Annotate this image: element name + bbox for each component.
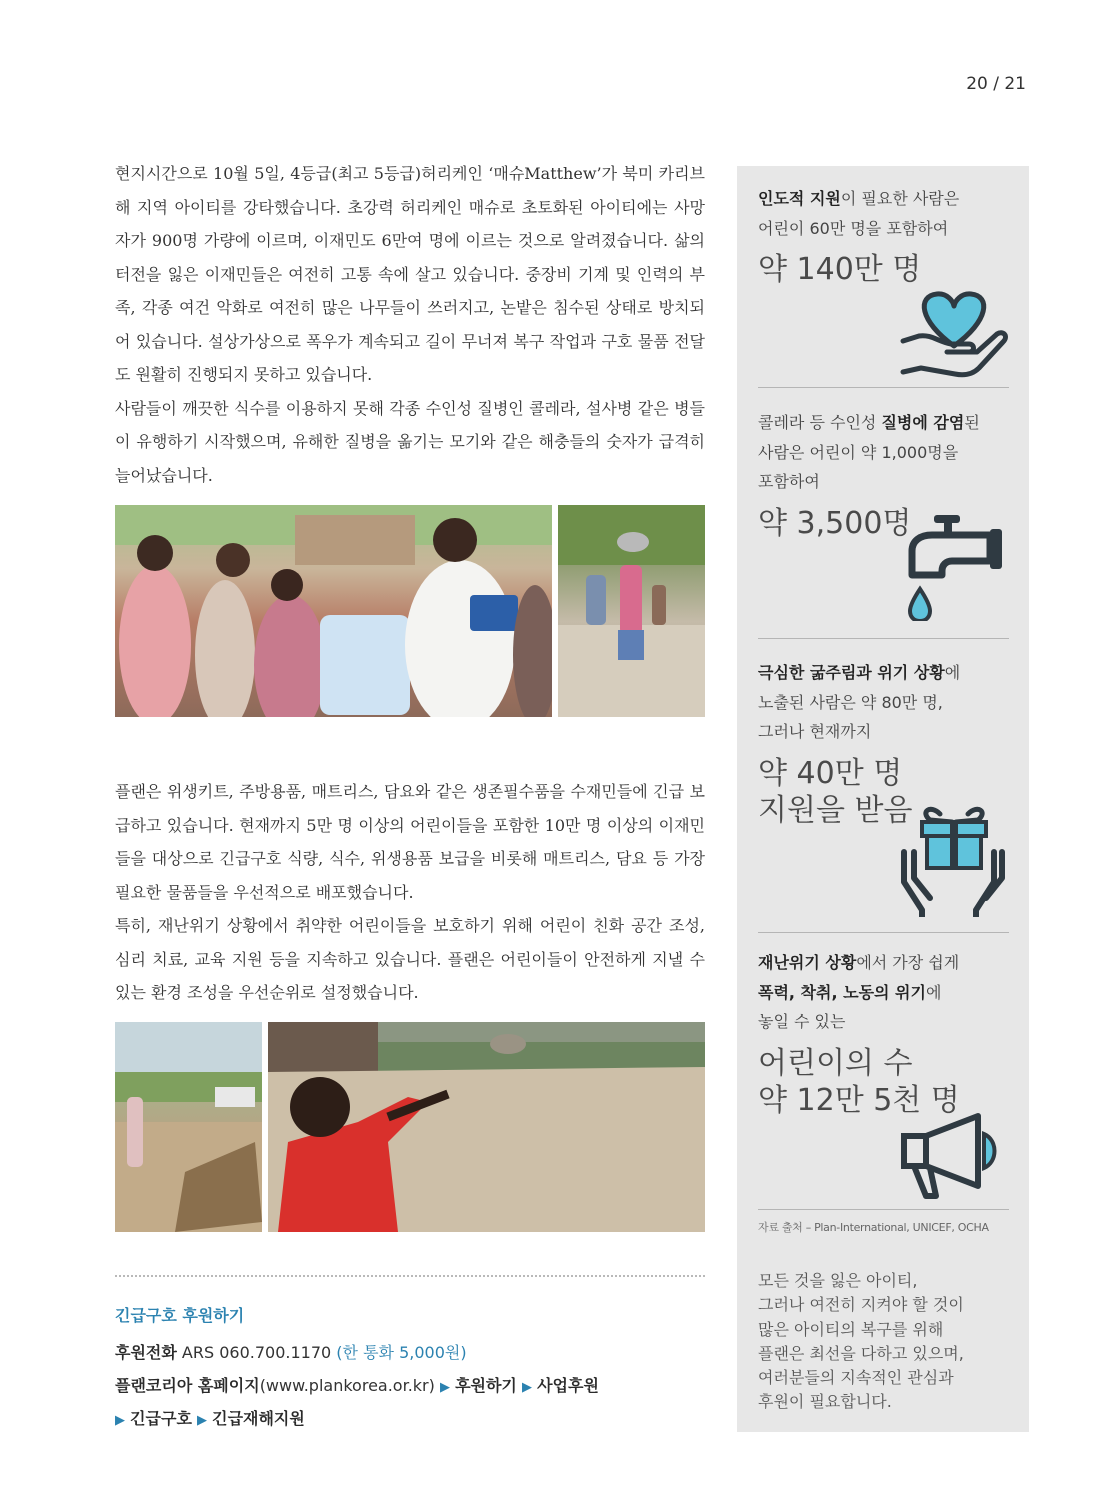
article-paragraph: 현지시간으로 10월 5일, 4등급(최고 5등급)허리케인 ‘매슈Matthew’가 북미 카리브해 지역 아이티를 강타했습니다. 초강력 허리케인 매슈로 초토화된 아이티에는 사망자가 900명 가량에 이르며, 이재민도 6만여 명에 이르는 것으로 알려졌습니다. 삶의 터전을 잃은 이재민들은 여전히 고통 속에 살고 있습니다. 중장비 기계 및 인력의 부족, 각종 여건 악화로 여전히 많은 나무들이 쓰러지고, 논밭은 침수된 상태로 방치되어 있습니다. 설상가상으로 폭우가 계속되고 길이 무너져 복구 작업과 구호 물품 전달도 원활히 진행되지 못하고 있습니다.	[115, 164, 705, 384]
stat-figure: 약 40만 명	[758, 755, 903, 791]
phone-label: 후원전화	[115, 1343, 177, 1362]
arrow-right-icon: ▶	[439, 1380, 450, 1395]
stat-keyword: 폭력, 착취, 노동의 위기	[758, 982, 926, 1002]
megaphone-icon	[900, 1112, 1005, 1204]
stat-figure: 약 3,500명	[758, 505, 912, 541]
stat-divider	[758, 932, 1009, 933]
homepage-label: 플랜코리아 홈페이지	[115, 1376, 260, 1395]
homepage-url[interactable]: (www.plankorea.or.kr)	[259, 1376, 435, 1395]
gift-in-hands-icon	[900, 802, 1008, 921]
statistics-sidebar	[737, 166, 1029, 1432]
stat-figure: 약 140만 명	[758, 252, 922, 287]
donation-info	[115, 1302, 715, 1435]
article-text-top	[115, 157, 705, 492]
stat-humanitarian-aid: 인도적 지원이 필요한 사람은 어린이 60만 명을 포함하여 약 140만 명	[758, 184, 1010, 288]
phone-note: (한 통화 5,000원)	[336, 1343, 467, 1362]
data-source: 자료 출처 – Plan-International, UNICEF, OCHA	[758, 1221, 989, 1234]
article-text-bottom	[115, 775, 705, 1010]
path-donate: 후원하기	[455, 1376, 517, 1395]
stat-figure-caption: 어린이의 수	[758, 1045, 913, 1081]
stat-figure: 약 12만 5천 명	[758, 1082, 960, 1118]
photo-aid-distribution	[115, 505, 552, 717]
stat-divider	[758, 1209, 1009, 1210]
water-tap-icon	[902, 511, 1007, 625]
heart-in-hand-icon	[899, 286, 1009, 385]
arrow-right-icon: ▶	[197, 1413, 208, 1428]
photo-boy-pointing	[268, 1022, 705, 1232]
page-number: 20 / 21	[966, 74, 1026, 94]
path-project-support: 사업후원	[537, 1376, 599, 1395]
donation-phone-line	[115, 1336, 715, 1369]
closing-message: 모든 것을 잃은 아이티, 그러나 여전히 지켜야 할 것이 많은 아이티의 복구를 위해 플랜은 최선을 다하고 있으며, 여러분들의 지속적인 관심과 후원이 필요합니다.	[758, 1271, 964, 1412]
section-divider	[115, 1275, 705, 1277]
article-paragraph: 플랜은 위생키트, 주방용품, 매트리스, 담요와 같은 생존필수품을 수재민들에 긴급 보급하고 있습니다. 현재까지 5만 명 이상의 어린이들을 포함한 10만 명 이상의 이재민들을 대상으로 긴급구호 식량, 식수, 위생용품 보급을 비롯해 매트리스, 담요 등 가장 필요한 물품들을 우선적으로 배포했습니다.	[115, 782, 705, 902]
stat-keyword: 극심한 굶주림과 위기 상황	[758, 663, 945, 682]
arrow-right-icon: ▶	[115, 1413, 125, 1428]
stat-child-vulnerability: 재난위기 상황에서 가장 쉽게 폭력, 착취, 노동의 위기에 놓일 수 있는 어린이의 수 약 12만 5천 명	[758, 948, 1010, 1119]
stat-keyword: 재난위기 상황	[758, 953, 857, 972]
photo-flood-debris	[115, 1022, 262, 1232]
article-paragraph: 특히, 재난위기 상황에서 취약한 어린이들을 보호하기 위해 어린이 친화 공간 조성, 심리 치료, 교육 지원 등을 지속하고 있습니다. 플랜은 어린이들이 안전하게 지낼 수 있는 환경 조성을 우선순위로 설정했습니다.	[115, 916, 705, 1002]
stat-divider	[758, 638, 1009, 639]
photo-river-crossing	[558, 505, 705, 717]
donation-homepage-line	[115, 1369, 715, 1402]
stat-disease-infection: 콜레라 등 수인성 질병에 감염된 사람은 어린이 약 1,000명을 포함하여 약 3,500명	[758, 408, 1010, 542]
stat-figure-caption: 지원을 받음	[758, 792, 913, 828]
stat-divider	[758, 387, 1009, 388]
donation-title: 긴급구호 후원하기	[115, 1306, 245, 1325]
stat-keyword: 질병에 감염	[881, 413, 965, 432]
path-emergency-relief: 긴급구호	[130, 1409, 192, 1428]
donation-path-line	[115, 1402, 715, 1435]
article-paragraph: 사람들이 깨끗한 식수를 이용하지 못해 각종 수인성 질병인 콜레라, 설사병 같은 병들이 유행하기 시작했으며, 유해한 질병을 옮기는 모기와 같은 해충들의 숫자가 급격히 늘어났습니다.	[115, 398, 705, 485]
phone-number[interactable]: ARS 060.700.1170	[176, 1343, 337, 1362]
stat-keyword: 인도적 지원	[758, 189, 841, 208]
arrow-right-icon: ▶	[521, 1380, 532, 1395]
path-disaster-support: 긴급재해지원	[212, 1409, 305, 1428]
stat-hunger-crisis: 극심한 굶주림과 위기 상황에 노출된 사람은 약 80만 명, 그러나 현재까지 약 40만 명 지원을 받음	[758, 658, 1010, 829]
